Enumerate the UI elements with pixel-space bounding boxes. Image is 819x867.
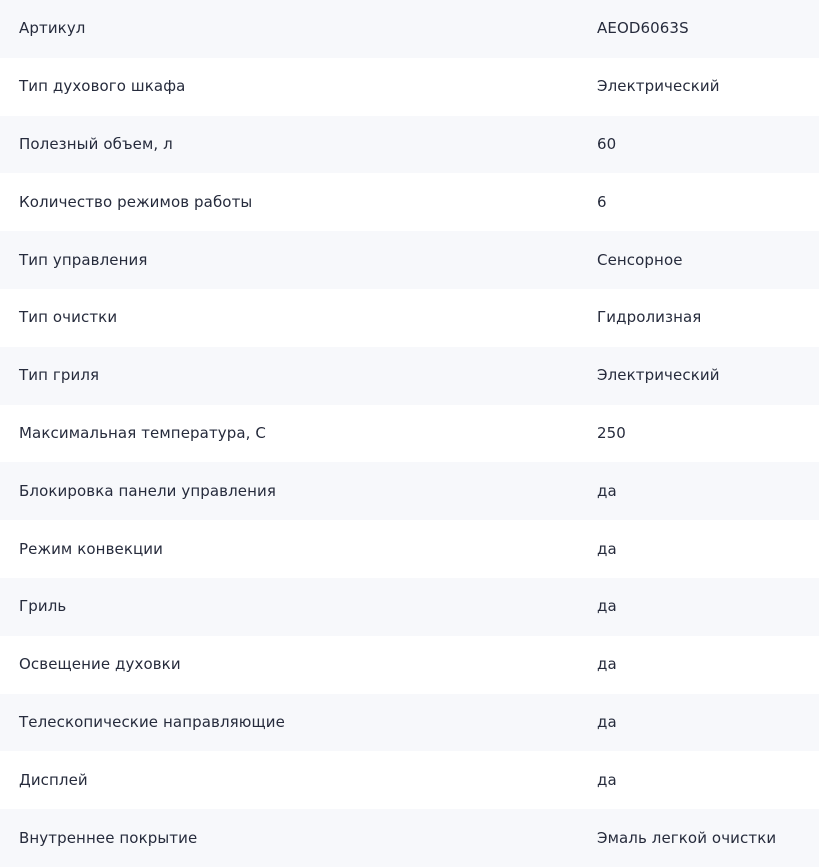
table-row	[0, 231, 819, 289]
spec-name: Тип духового шкафа	[19, 77, 186, 96]
spec-name: Тип очистки	[19, 308, 118, 327]
spec-name: Внутреннее покрытие	[19, 828, 198, 847]
spec-name: Количество режимов работы	[19, 192, 253, 211]
table-row	[0, 58, 819, 116]
spec-value: да	[597, 597, 617, 616]
table-row	[0, 0, 819, 58]
spec-value: Сенсорное	[597, 250, 683, 269]
table-row	[0, 636, 819, 694]
table-row	[0, 289, 819, 347]
spec-name: Тип управления	[19, 250, 148, 269]
spec-name: Артикул	[19, 19, 86, 38]
spec-value: 6	[597, 192, 607, 211]
spec-name: Режим конвекции	[19, 539, 163, 558]
spec-name: Тип гриля	[19, 366, 100, 385]
table-row	[0, 116, 819, 174]
table-row	[0, 751, 819, 809]
table-row	[0, 694, 819, 752]
spec-value: Электрический	[597, 366, 720, 385]
spec-value: AEOD6063S	[597, 19, 689, 38]
table-row	[0, 462, 819, 520]
spec-name: Освещение духовки	[19, 655, 181, 674]
spec-name: Телескопические направляющие	[19, 712, 285, 731]
spec-name: Гриль	[19, 597, 67, 616]
spec-name: Блокировка панели управления	[19, 481, 276, 500]
table-row	[0, 520, 819, 578]
spec-value: Эмаль легкой очистки	[597, 828, 777, 847]
spec-value: да	[597, 481, 617, 500]
spec-value: 250	[597, 423, 626, 442]
table-row	[0, 173, 819, 231]
spec-value: Гидролизная	[597, 308, 702, 327]
spec-value: да	[597, 712, 617, 731]
spec-value: да	[597, 770, 617, 789]
spec-name: Полезный объем, л	[19, 134, 173, 153]
table-row	[0, 347, 819, 405]
spec-value: да	[597, 539, 617, 558]
spec-value: 60	[597, 134, 617, 153]
table-row	[0, 405, 819, 463]
spec-name: Максимальная температура, С	[19, 423, 266, 442]
table-row	[0, 578, 819, 636]
spec-value: да	[597, 655, 617, 674]
spec-name: Дисплей	[19, 770, 88, 789]
spec-value: Электрический	[597, 77, 720, 96]
table-row	[0, 809, 819, 867]
